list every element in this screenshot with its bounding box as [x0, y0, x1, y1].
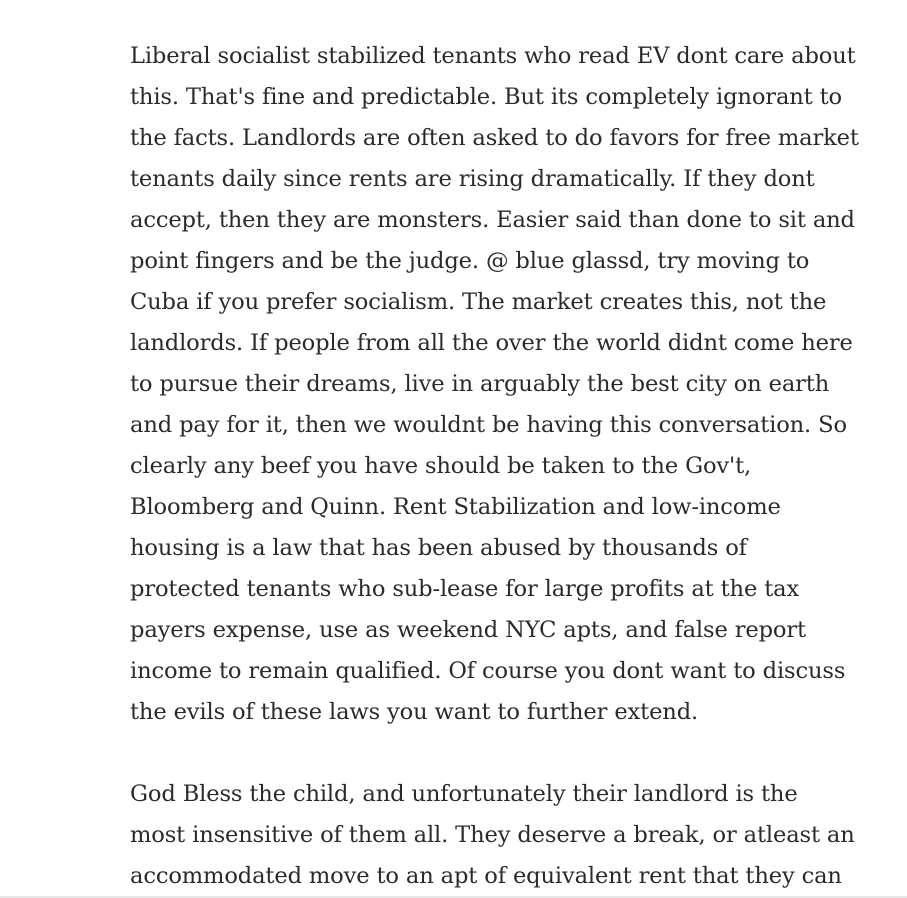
- text-line: tenants daily since rents are rising dramatically. If they dont: [130, 166, 815, 192]
- text-line: to pursue their dreams, live in arguably the best city on earth: [130, 371, 830, 397]
- comment-paragraph: [130, 36, 870, 733]
- text-line: landlords. If people from all the over the world didnt come here: [130, 330, 853, 356]
- text-line: protected tenants who sub-lease for large profits at the tax: [130, 576, 800, 602]
- text-line: most insensitive of them all. They deserve a break, or atleast an: [130, 822, 855, 848]
- article-body: [130, 36, 870, 898]
- text-line: accept, then they are monsters. Easier said than done to sit and: [130, 207, 855, 233]
- text-line: accommodated move to an apt of equivalent rent that they can: [130, 863, 842, 889]
- comment-paragraph: [130, 774, 870, 897]
- text-line: payers expense, use as weekend NYC apts, and false report: [130, 617, 806, 643]
- text-line: clearly any beef you have should be taken to the Gov't,: [130, 453, 752, 479]
- text-line: Cuba if you prefer socialism. The market creates this, not the: [130, 289, 827, 315]
- text-line: Bloomberg and Quinn. Rent Stabilization and low-income: [130, 494, 781, 520]
- text-line: housing is a law that has been abused by thousands of: [130, 535, 747, 561]
- text-line: Liberal socialist stabilized tenants who read EV dont care about: [130, 43, 856, 69]
- text-line: the facts. Landlords are often asked to do favors for free market: [130, 125, 859, 151]
- text-line: point fingers and be the judge. @ blue glassd, try moving to: [130, 248, 810, 274]
- text-line: income to remain qualified. Of course you dont want to discuss: [130, 658, 846, 684]
- text-line: and pay for it, then we wouldnt be having this conversation. So: [130, 412, 847, 438]
- text-line: this. That's fine and predictable. But its completely ignorant to: [130, 84, 843, 110]
- text-line: the evils of these laws you want to further extend.: [130, 699, 699, 725]
- text-line: God Bless the child, and unfortunately their landlord is the: [130, 781, 798, 807]
